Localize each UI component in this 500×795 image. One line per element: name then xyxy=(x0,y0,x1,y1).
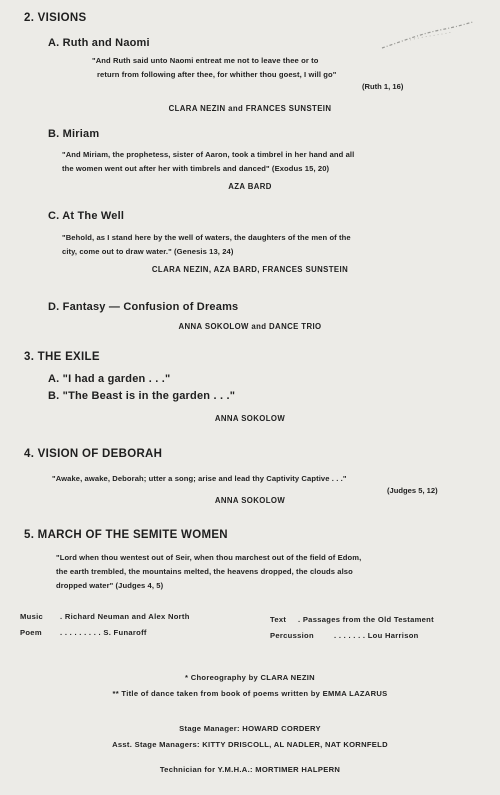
vision-a-ref: (Ruth 1, 16) xyxy=(362,82,404,91)
deborah-performers: ANNA SOKOLOW xyxy=(214,496,286,505)
choreography-note: * Choreography by CLARA NEZIN xyxy=(185,673,315,682)
vision-c-quote-2: city, come out to draw water." (Genesis 13, 24) xyxy=(62,247,234,256)
section-exile-title: 3. THE EXILE xyxy=(24,351,100,363)
exile-item-b: B. "The Beast is in the garden . . ." xyxy=(48,390,236,402)
vision-d-title: D. Fantasy — Confusion of Dreams xyxy=(48,301,239,313)
credit-music-value: . Richard Neuman and Alex North xyxy=(60,612,190,621)
vision-a-quote-2: return from following after thee, for whither thou goest, I will go" xyxy=(97,70,337,79)
section-march-title: 5. MARCH OF THE SEMITE WOMEN xyxy=(24,529,228,541)
march-quote-2: the earth trembled, the mountains melted, the heavens dropped, the clouds also xyxy=(56,567,353,576)
vision-c-title: C. At The Well xyxy=(48,210,125,222)
exile-item-a: A. "I had a garden . . ." xyxy=(48,373,171,385)
credit-text-label: Text xyxy=(270,615,287,624)
credit-music-label: Music xyxy=(20,612,44,621)
vision-b-performers: AZA BARD xyxy=(228,182,272,191)
credit-text-value: . Passages from the Old Testament xyxy=(298,615,434,624)
stage-manager: Stage Manager: HOWARD CORDERY xyxy=(179,724,321,733)
vision-d-performers: ANNA SOKOLOW and DANCE TRIO xyxy=(178,322,322,331)
vision-c-performers: CLARA NEZIN, AZA BARD, FRANCES SUNSTEIN xyxy=(151,265,349,274)
vision-b-quote-2: the women went out after her with timbrels and danced" (Exodus 15, 20) xyxy=(62,164,330,173)
deborah-ref: (Judges 5, 12) xyxy=(387,486,438,495)
title-note: ** Title of dance taken from book of poems written by EMMA LAZARUS xyxy=(112,689,388,698)
vision-b-title: B. Miriam xyxy=(48,128,100,140)
credit-poem-value: . . . . . . . . . S. Funaroff xyxy=(60,628,147,637)
credit-percussion-label: Percussion xyxy=(270,631,314,640)
credit-percussion-value: . . . . . . . Lou Harrison xyxy=(334,631,419,640)
march-quote-3: dropped water" (Judges 4, 5) xyxy=(56,581,164,590)
section-deborah-title: 4. VISION OF DEBORAH xyxy=(24,448,163,460)
technician: Technician for Y.M.H.A.: MORTIMER HALPERN xyxy=(159,765,341,774)
vision-a-title: A. Ruth and Naomi xyxy=(48,37,150,49)
paper-stain xyxy=(380,20,475,50)
section-visions-title: 2. VISIONS xyxy=(24,12,87,24)
asst-stage-managers: Asst. Stage Managers: KITTY DRISCOLL, AL NADLER, NAT KORNFELD xyxy=(112,740,388,749)
vision-b-quote-1: "And Miriam, the prophetess, sister of Aaron, took a timbrel in her hand and all xyxy=(62,150,355,159)
vision-a-quote-1: "And Ruth said unto Naomi entreat me not to leave thee or to xyxy=(92,56,319,65)
deborah-quote: "Awake, awake, Deborah; utter a song; arise and lead thy Captivity Captive . . ." xyxy=(52,474,347,483)
vision-c-quote-1: "Behold, as I stand here by the well of waters, the daughters of the men of the xyxy=(62,233,351,242)
march-quote-1: "Lord when thou wentest out of Seir, when thou marchest out of the field of Edom, xyxy=(56,553,362,562)
vision-a-performers: CLARA NEZIN and FRANCES SUNSTEIN xyxy=(168,104,332,113)
credit-poem-label: Poem xyxy=(20,628,42,637)
exile-performers: ANNA SOKOLOW xyxy=(214,414,286,423)
